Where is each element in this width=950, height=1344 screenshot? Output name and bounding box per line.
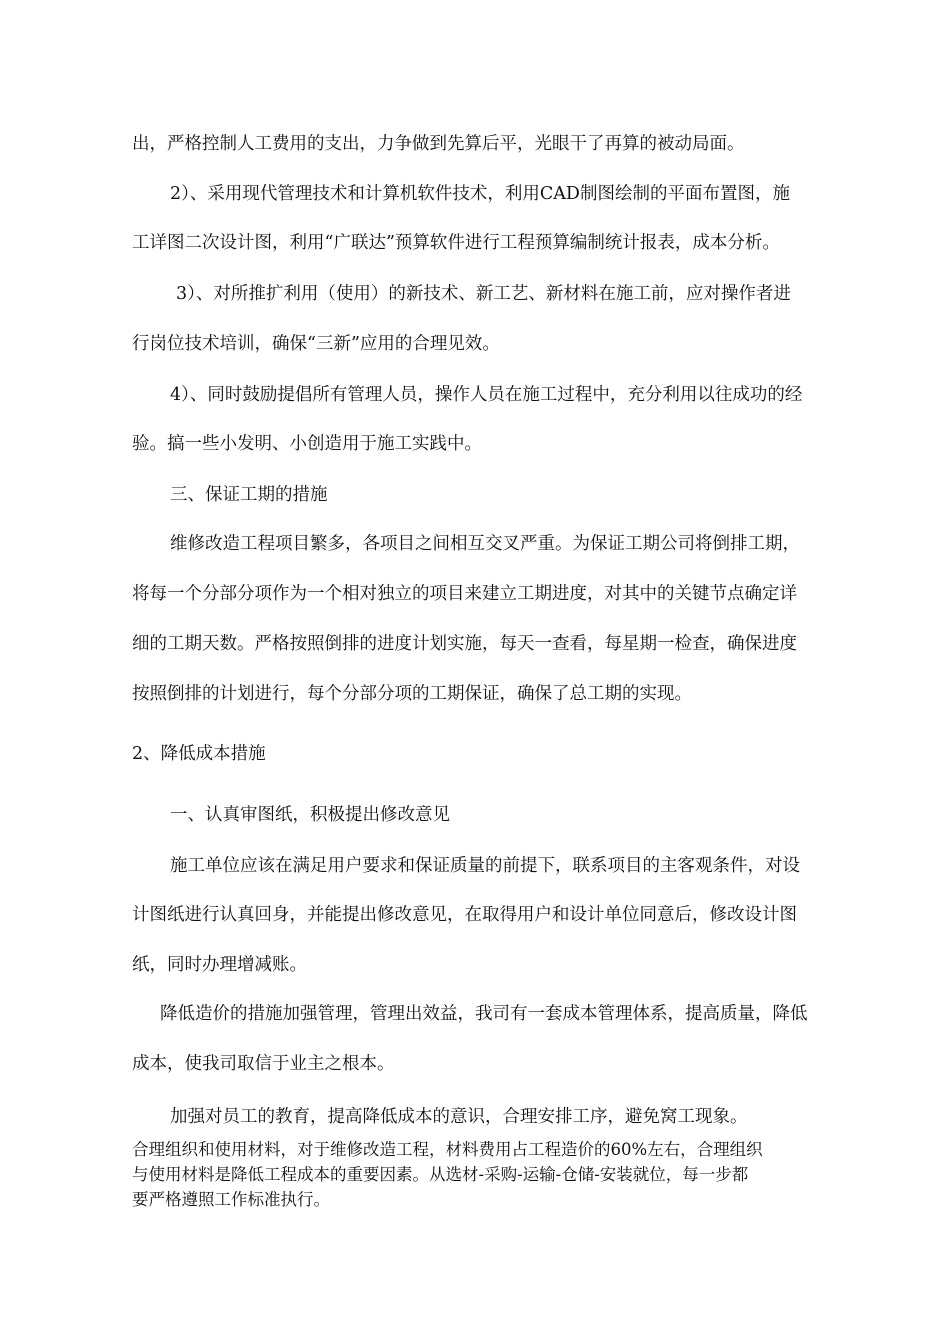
paragraph-line: 维修改造工程项目繁多，各项目之间相互交叉严重。为保证工期公司将倒排工期，	[170, 534, 800, 554]
paragraph-line: 细的工期天数。严格按照倒排的进度计划实施，每天一查看，每星期一检查，确保进度	[132, 634, 797, 654]
paragraph-line: 出，严格控制人工费用的支出，力争做到先算后平，光眼干了再算的被动局面。	[132, 134, 745, 154]
paragraph-line: 加强对员工的教育，提高降低成本的意识，合理安排工序，避免窝工现象。	[170, 1107, 748, 1127]
paragraph-line: 计图纸进行认真回身，并能提出修改意见，在取得用户和设计单位同意后，修改设计图	[132, 905, 797, 925]
paragraph-line: 施工单位应该在满足用户要求和保证质量的前提下，联系项目的主客观条件，对设	[170, 856, 800, 876]
paragraph-line: 合理组织和使用材料，对于维修改造工程，材料费用占工程造价的60%左右，合理组织	[132, 1140, 763, 1159]
section-heading: 2、降低成本措施	[132, 744, 266, 764]
paragraph-line: 要严格遵照工作标准执行。	[132, 1190, 330, 1209]
paragraph-line: 3）、对所推扩利用（使用）的新技术、新工艺、新材料在施工前，应对操作者进	[176, 284, 791, 304]
paragraph-line: 验。搞一些小发明、小创造用于施工实践中。	[132, 434, 482, 454]
section-heading: 三、保证工期的措施	[170, 485, 328, 505]
paragraph-line: 将每一个分部分项作为一个相对独立的项目来建立工期进度，对其中的关键节点确定详	[132, 584, 797, 604]
paragraph-line: 工详图二次设计图，利用“广联达”预算软件进行工程预算编制统计报表，成本分析。	[132, 233, 780, 253]
paragraph-line: 按照倒排的计划进行，每个分部分项的工期保证，确保了总工期的实现。	[132, 684, 692, 704]
paragraph-line: 降低造价的措施加强管理，管理出效益，我司有一套成本管理体系，提高质量，降低	[160, 1004, 808, 1024]
paragraph-line: 行岗位技术培训，确保“三新”应用的合理见效。	[132, 334, 500, 354]
section-heading: 一、认真审图纸，积极提出修改意见	[170, 805, 450, 825]
paragraph-line: 纸，同时办理增减账。	[132, 955, 307, 975]
paragraph-line: 2）、采用现代管理技术和计算机软件技术，利用CAD制图绘制的平面布置图，施	[170, 184, 790, 204]
paragraph-line: 与使用材料是降低工程成本的重要因素。从选材-采购-运输-仓储-安装就位，每一步都	[132, 1165, 749, 1184]
paragraph-line: 4）、同时鼓励提倡所有管理人员，操作人员在施工过程中，充分利用以往成功的经	[170, 385, 803, 405]
paragraph-line: 成本，使我司取信于业主之根本。	[132, 1054, 395, 1074]
